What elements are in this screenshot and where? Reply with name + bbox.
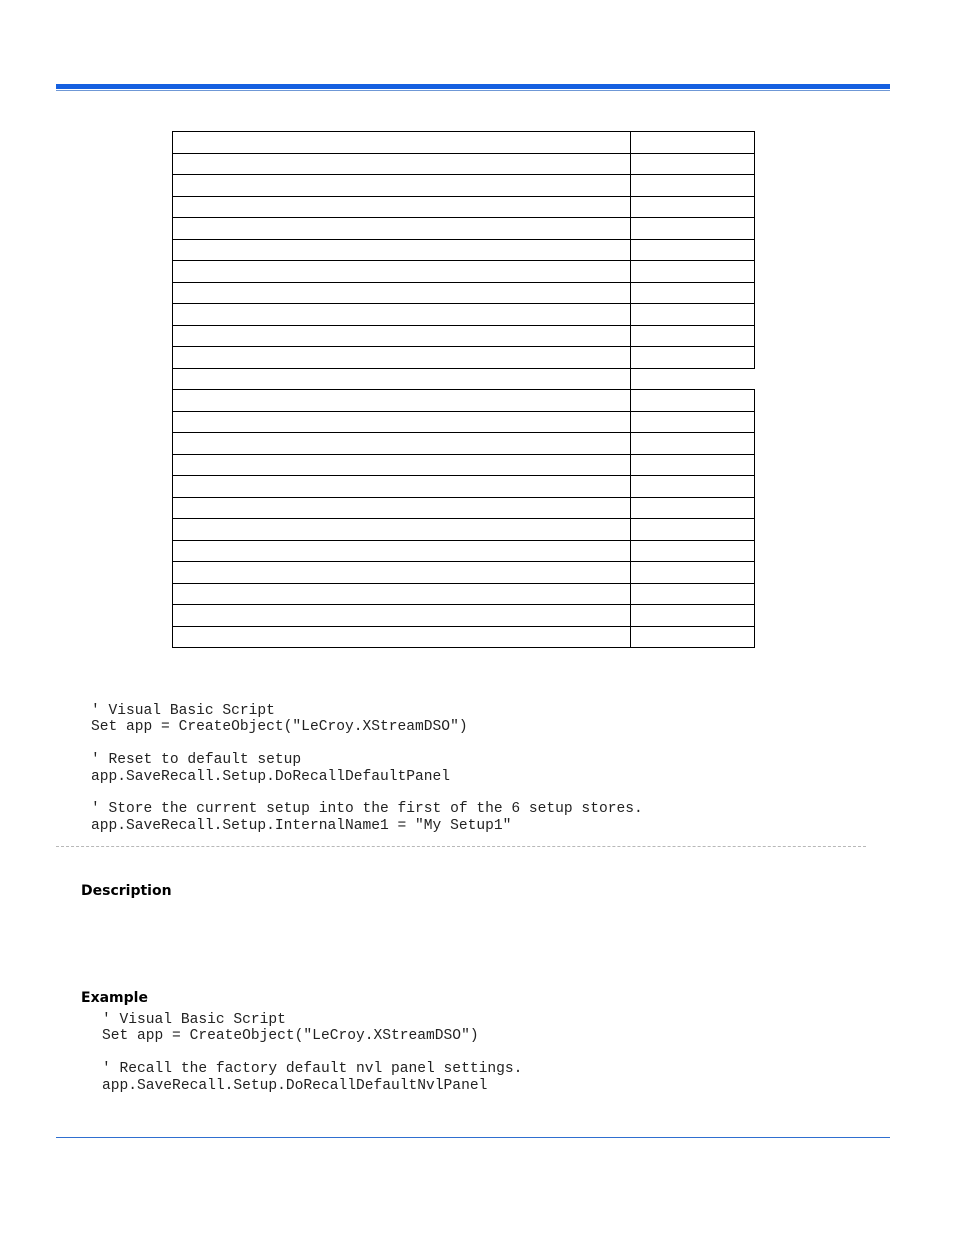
table-row bbox=[173, 282, 755, 304]
table-cell-value bbox=[631, 325, 755, 347]
table-cell-value bbox=[631, 411, 755, 433]
table-cell-name bbox=[173, 282, 631, 304]
table-row bbox=[173, 626, 755, 648]
table-row bbox=[173, 605, 755, 627]
table-cell-value bbox=[631, 153, 755, 175]
table-cell-value bbox=[631, 476, 755, 498]
section-divider bbox=[56, 846, 866, 847]
table-cell-name bbox=[173, 261, 631, 283]
table-cell-value bbox=[631, 454, 755, 476]
table-cell-value bbox=[631, 175, 755, 197]
table-cell-name bbox=[173, 626, 631, 648]
table-cell-value bbox=[631, 433, 755, 455]
table-cell-value bbox=[631, 304, 755, 326]
table-row bbox=[173, 218, 755, 240]
table-cell-name bbox=[173, 497, 631, 519]
code-line: app.SaveRecall.Setup.DoRecallDefaultNvlPanel bbox=[102, 1077, 488, 1094]
table-row bbox=[173, 261, 755, 283]
property-table bbox=[172, 131, 755, 648]
table-cell-name bbox=[173, 605, 631, 627]
table-row bbox=[173, 476, 755, 498]
table-cell-value bbox=[631, 239, 755, 261]
table-cell-value bbox=[631, 282, 755, 304]
table-row bbox=[173, 196, 755, 218]
table-cell-name bbox=[173, 433, 631, 455]
table-row bbox=[173, 175, 755, 197]
header-rule-thin bbox=[56, 90, 890, 91]
header-rule bbox=[56, 84, 890, 89]
table-cell-name bbox=[173, 390, 631, 412]
table-cell-value bbox=[631, 218, 755, 240]
table-cell-name bbox=[173, 347, 631, 369]
table-cell-name bbox=[173, 218, 631, 240]
table-row bbox=[173, 433, 755, 455]
code-line: app.SaveRecall.Setup.InternalName1 = "My Setup1" bbox=[91, 817, 512, 834]
table-cell-name bbox=[173, 368, 631, 390]
table-cell-value bbox=[631, 562, 755, 584]
table-cell-value bbox=[631, 605, 755, 627]
table-cell-value bbox=[631, 368, 755, 390]
table-cell-value bbox=[631, 132, 755, 154]
table-cell-value bbox=[631, 519, 755, 541]
table-row bbox=[173, 368, 755, 390]
code-block-example bbox=[102, 1012, 522, 1094]
table-row bbox=[173, 411, 755, 433]
table-cell-value bbox=[631, 390, 755, 412]
table-cell-value bbox=[631, 583, 755, 605]
table-cell-value bbox=[631, 626, 755, 648]
table-cell-name bbox=[173, 476, 631, 498]
table-row bbox=[173, 519, 755, 541]
example-heading: Example bbox=[81, 990, 148, 1006]
code-line: app.SaveRecall.Setup.DoRecallDefaultPanel bbox=[91, 768, 451, 785]
code-line: ' Reset to default setup bbox=[91, 752, 302, 769]
code-line: Set app = CreateObject("LeCroy.XStreamDSO") bbox=[91, 719, 468, 736]
table-row bbox=[173, 347, 755, 369]
table-cell-name bbox=[173, 196, 631, 218]
code-line: Set app = CreateObject("LeCroy.XStreamDSO") bbox=[102, 1028, 479, 1045]
table-cell-value bbox=[631, 540, 755, 562]
table-cell-name bbox=[173, 132, 631, 154]
table-row bbox=[173, 132, 755, 154]
table-cell-value bbox=[631, 261, 755, 283]
table-cell-name bbox=[173, 540, 631, 562]
table-cell-value bbox=[631, 497, 755, 519]
table-row bbox=[173, 239, 755, 261]
table-row bbox=[173, 153, 755, 175]
table-row bbox=[173, 562, 755, 584]
table-cell-name bbox=[173, 454, 631, 476]
table-row bbox=[173, 497, 755, 519]
table-row bbox=[173, 454, 755, 476]
table-cell-name bbox=[173, 304, 631, 326]
table-row bbox=[173, 583, 755, 605]
table-cell-value bbox=[631, 347, 755, 369]
code-block-setup bbox=[91, 703, 643, 834]
code-line: ' Recall the factory default nvl panel settings. bbox=[102, 1061, 523, 1078]
table-cell-name bbox=[173, 562, 631, 584]
table-cell-name bbox=[173, 411, 631, 433]
table-cell-name bbox=[173, 583, 631, 605]
table-row bbox=[173, 325, 755, 347]
table-row bbox=[173, 540, 755, 562]
table-cell-name bbox=[173, 519, 631, 541]
table-row bbox=[173, 390, 755, 412]
table-cell-value bbox=[631, 196, 755, 218]
code-line: ' Store the current setup into the first of the 6 setup stores. bbox=[91, 801, 643, 818]
code-line: ' Visual Basic Script bbox=[91, 703, 275, 719]
footer-rule bbox=[56, 1137, 890, 1138]
table-cell-name bbox=[173, 239, 631, 261]
description-heading: Description bbox=[81, 883, 172, 899]
table-row bbox=[173, 304, 755, 326]
table-cell-name bbox=[173, 325, 631, 347]
code-line: ' Visual Basic Script bbox=[102, 1012, 286, 1028]
table-cell-name bbox=[173, 153, 631, 175]
table-cell-name bbox=[173, 175, 631, 197]
